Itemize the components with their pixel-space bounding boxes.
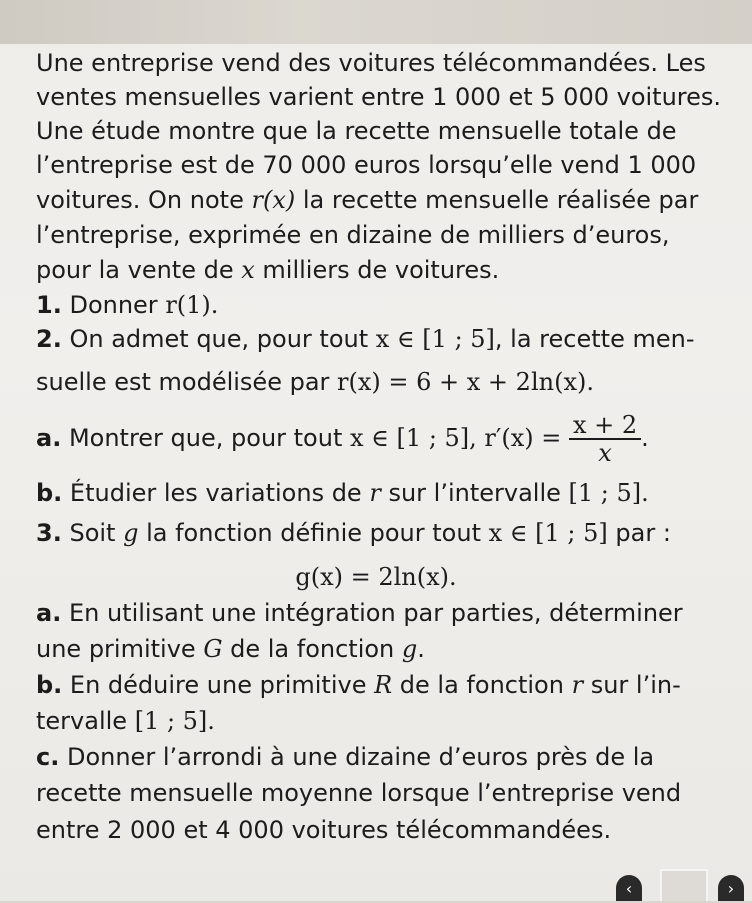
text-line-7: pour la vente de x milliers de voitures. bbox=[36, 256, 500, 284]
next-page-button[interactable] bbox=[718, 875, 744, 901]
question-2: 2. On admet que, pour tout x ∈ [1 ; 5], la recette men- bbox=[36, 325, 695, 353]
question-2-model: suelle est modélisée par r(x) = 6 + x + 2ln(x). bbox=[36, 368, 594, 396]
text-line-5: voitures. On note r(x) la recette mensuelle réalisée par bbox=[36, 186, 699, 214]
page-thumbnail[interactable] bbox=[660, 869, 708, 901]
question-3: 3. Soit g la fonction définie pour tout x ∈ [1 ; 5] par : bbox=[36, 519, 671, 547]
prev-page-button[interactable] bbox=[616, 875, 642, 901]
g-formula: g(x) = 2ln(x). bbox=[295, 563, 457, 591]
question-3a-cont: une primitive G de la fonction g. bbox=[36, 635, 425, 663]
question-1: 1. Donner r(1). bbox=[36, 291, 219, 319]
question-3a: a. En utilisant une intégration par parties, déterminer bbox=[36, 599, 683, 627]
text-line-4: l’entreprise est de 70 000 euros lorsqu’elle vend 1 000 bbox=[36, 151, 697, 179]
chevron-left-icon: ‹ bbox=[625, 879, 633, 898]
question-2b: b. Étudier les variations de r sur l’intervalle [1 ; 5]. bbox=[36, 479, 649, 507]
text-line-6: l’entreprise, exprimée en dizaine de milliers d’euros, bbox=[36, 221, 670, 249]
question-3b: b. En déduire une primitive R de la fonction r sur l’in- bbox=[36, 671, 681, 699]
text-line-3: Une étude montre que la recette mensuelle totale de bbox=[36, 117, 677, 145]
question-2a: a. Montrer que, pour tout x ∈ [1 ; 5], r′(x) = $\frac{x + 2}{x}$ . bbox=[36, 411, 649, 467]
text-line-2: ventes mensuelles varient entre 1 000 et 5 000 voitures. bbox=[36, 83, 722, 111]
question-3c: c. Donner l’arrondi à une dizaine d’euros près de la bbox=[36, 743, 655, 771]
text-line-1: Une entreprise vend des voitures télécommandées. Les bbox=[36, 49, 706, 77]
derivative-fraction: $\frac{x + 2}{x}$ bbox=[569, 412, 641, 466]
question-3c-cont-1: recette mensuelle moyenne lorsque l’entreprise vend bbox=[36, 779, 682, 807]
background-strip bbox=[0, 0, 752, 44]
question-3b-cont: tervalle [1 ; 5]. bbox=[36, 707, 215, 735]
question-3c-cont-2: entre 2 000 et 4 000 voitures télécommandées. bbox=[36, 816, 612, 844]
chevron-right-icon: › bbox=[727, 879, 735, 898]
